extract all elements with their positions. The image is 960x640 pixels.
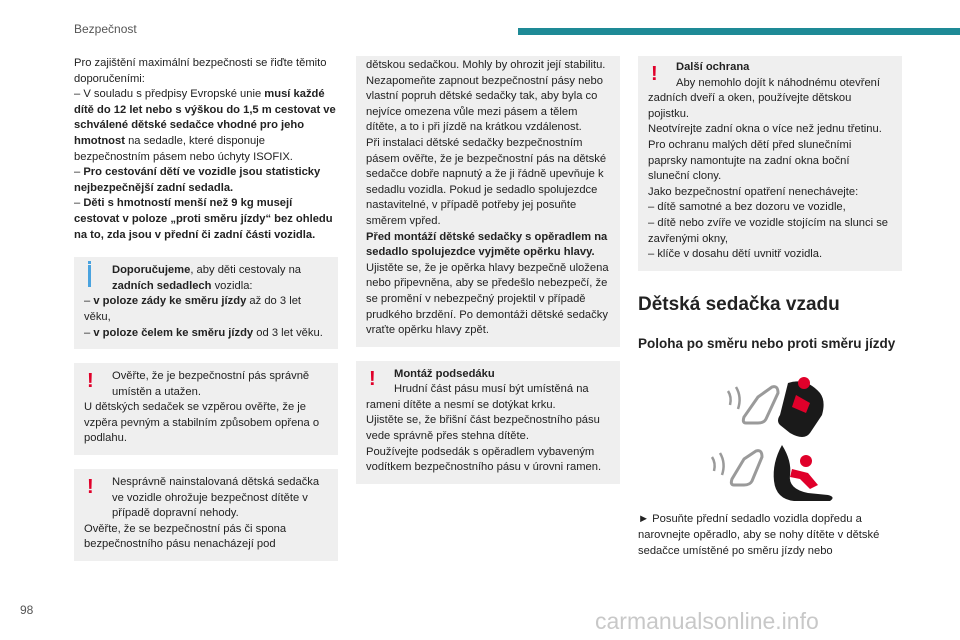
intro-text: Pro zajištění maximální bezpečnosti se řiďte těmito doporučeními:	[74, 57, 327, 85]
page-number: 98	[20, 603, 34, 617]
watermark: carmanualsonline.info	[595, 608, 819, 634]
list-item: – V souladu s předpisy Evropské unie musí každé dítě do 12 let nebo s výškou do 1,5 m cestovat ve schválené dětské sedačce vhodné pro jeho hmotnost na sedadle, které disponuje bezpečnostním pásem nebo úchyty ISOFIX.	[74, 88, 336, 163]
rear-facing-seat-icon	[728, 377, 824, 437]
list-item: – Děti s hmotností menší než 9 kg musejí cestovat v poloze „proti směru jízdy“ bez ohledu na to, zda jsou v přední či zadní části vozidla.	[74, 197, 333, 241]
header-accent-bar	[518, 28, 960, 35]
warning-box: ! Další ochrana Aby nemohlo dojít k náhodnému otevření zadních dveří a oken, používejte dětskou pojistku. Neotvírejte zadní okna o více než jednu třetinu. Pro ochranu malých dětí před slunečními paprsky namontujte na zadní okna boční sluneční clony. Jako bezpečnostní opatření nenechávejte: – dítě samotné a bez dozoru ve vozidle, – dítě nebo zvíře ve vozidle stojícím na slunci se zavřenými okny, – klíče v dosahu dětí uvnitř vozidla.	[638, 56, 902, 271]
column-1	[74, 56, 338, 561]
info-icon	[88, 265, 91, 287]
section-title: Bezpečnost	[74, 22, 137, 36]
warning-box: ! Nesprávně nainstalovaná dětská sedačka ve vozidle ohrožuje bezpečnost dítěte v případě dopravní nehody. Ověřte, že se bezpečnostní pás či spona bezpečnostního pásu nenacházejí pod	[74, 469, 338, 561]
list-item: – klíče v dosahu dětí uvnitř vozidla.	[648, 248, 823, 261]
list-item: – v poloze čelem ke směru jízdy od 3 let věku.	[84, 326, 323, 339]
list-item: – dítě nebo zvíře ve vozidle stojícím na slunci se zavřenými okny,	[648, 216, 889, 245]
warning-box: ! Montáž podsedáku Hrudní část pásu musí být umístěná na rameni dítěte a nesmí se dotýkat krku. Ujistěte se, že břišní část bezpečnostního pásu vede správně přes stehna dítěte. Používejte podsedák s opěradlem vybaveným vodítkem bezpečnostního pásu v úrovni ramen.	[356, 361, 620, 484]
list-item: – dítě samotné a bez dozoru ve vozidle,	[648, 201, 846, 214]
list-item: – Pro cestování dětí ve vozidle jsou statisticky nejbezpečnější zadní sedadla.	[74, 166, 321, 194]
step-instruction: ► Posuňte přední sedadlo vozidla dopředu a narovnejte opěradlo, aby se nohy dítěte v dětské sedačce umístěné po směru jízdy nebo	[638, 513, 880, 557]
warning-icon: !	[87, 370, 94, 393]
subsection-heading: Poloha po směru nebo proti směru jízdy	[638, 335, 896, 351]
warning-box-continued: dětskou sedačkou. Mohly by ohrozit její stabilitu. Nezapomeňte zapnout bezpečnostní pásy nebo vlastní popruh dětské sedačky tak, aby byla co nejvíce omezena vůle mezi pásem a tělem dítěte, a to i při jízdě na krátkou vzdálenost. Při instalaci dětské sedačky bezpečnostním pásem ověřte, že je bezpečnostní pás na dětské sedačce dobře napnutý a že ji řádně upevňuje k sedadlu vozidla. Pokud je sedadlo spolujezdce nastavitelné, v případě potřeby jej posuňte směrem vpřed. Před montáží dětské sedačky s opěradlem na sedadlo spolujezdce vyjměte opěrku hlavy. Ujistěte se, že je opěrka hlavy bezpečně uložena nebo připevněna, aby se předešlo nebezpečí, že se promění v nebezpečný projektil v případě prudkého brzdění. Po demontáži dětské sedačky vraťte opěrku hlavy zpět.	[356, 56, 620, 347]
info-box: Doporučujeme, aby děti cestovaly na zadních sedadlech vozidla: – v poloze zády ke směru jízdy až do 3 let věku, – v poloze čelem ke směru jízdy od 3 let věku.	[74, 257, 338, 349]
column-2	[356, 56, 620, 484]
list-item: – v poloze zády ke směru jízdy až do 3 let věku,	[84, 295, 302, 323]
column-3	[638, 56, 902, 559]
warning-icon: !	[369, 367, 376, 390]
child-seat-icon	[688, 373, 838, 501]
forward-facing-seat-icon	[712, 445, 833, 501]
warning-icon: !	[87, 476, 94, 499]
section-heading: Dětská sedačka vzadu	[638, 293, 840, 315]
warning-box: ! Ověřte, že je bezpečnostní pás správně umístěn a utažen. U dětských sedaček se vzpěrou ověřte, že je vzpěra pevným a stabilním způsobem opřena o podlahu.	[74, 363, 338, 455]
warning-icon: !	[651, 63, 658, 85]
